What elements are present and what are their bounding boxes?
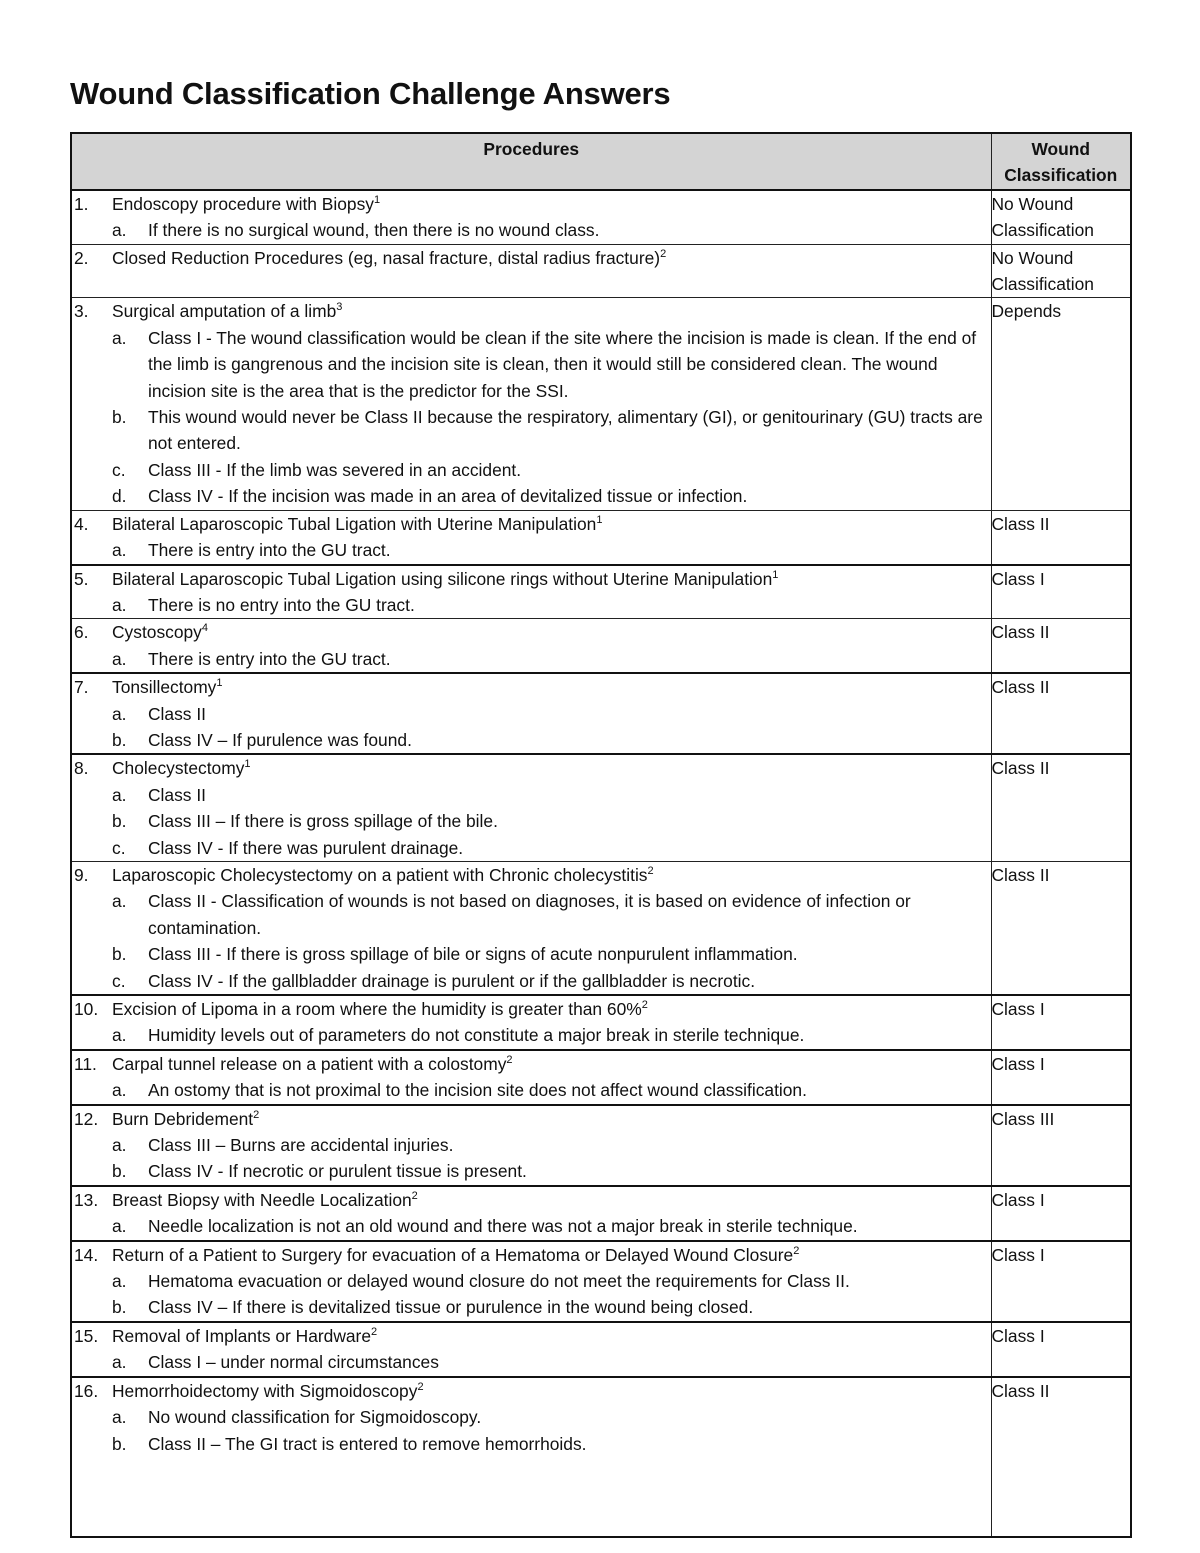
sub-item-letter: a. [112,891,127,912]
classification-value: Class I [991,568,1045,589]
procedure-title-wrap [112,1323,377,1349]
procedure-number: 12. [74,1108,99,1129]
sub-item-text: There is entry into the GU tract. [148,540,391,561]
sub-item [72,1294,991,1320]
procedure-cell [71,1105,991,1186]
procedure-line [72,1378,991,1404]
classification-cell [991,1050,1131,1105]
sub-item-text: Class IV - If necrotic or purulent tissue is present. [148,1161,527,1182]
reference-superscript: 2 [411,1190,418,1203]
procedure-number: 16. [74,1380,99,1401]
sub-item-text: Class II - Classification of wounds is not based on diagnoses, it is based on evidence of infection or contamination. [148,891,911,938]
reference-superscript: 2 [371,1326,378,1339]
procedure-number: 7. [74,677,89,698]
classification-cell [991,1105,1131,1186]
table-row [71,1377,1131,1537]
procedure-line [72,298,991,324]
table-row [71,510,1131,564]
sub-item [72,941,991,967]
reference-superscript: 2 [417,1380,424,1393]
sub-item [72,835,991,861]
procedure-cell [71,1241,991,1322]
procedure-title: Closed Reduction Procedures (eg, nasal fracture, distal radius fracture) [112,247,661,268]
sub-item-text: Hematoma evacuation or delayed wound closure do not meet the requirements for Class II. [148,1271,850,1292]
reference-superscript: 1 [244,758,251,771]
classification-cell [991,1241,1131,1322]
sub-item-letter: a. [112,540,127,561]
procedure-title: Excision of Lipoma in a room where the humidity is greater than 60% [112,999,642,1019]
procedure-number: 1. [74,193,89,214]
sub-item-letter: a. [112,327,127,348]
sub-item-text: Class I – under normal circumstances [148,1352,439,1373]
procedure-line [72,862,991,888]
procedure-number: 4. [74,513,89,534]
sub-item-letter: b. [112,811,127,832]
procedure-number: 2. [74,247,89,268]
wound-classification-table [70,132,1132,1538]
sub-item [72,1077,991,1103]
table-row [71,244,1131,298]
procedure-line [72,619,991,645]
sub-item-letter: c. [112,459,126,480]
procedure-cell [71,673,991,754]
procedure-cell [71,861,991,995]
reference-superscript: 2 [641,999,648,1012]
sub-item [72,782,991,808]
table-header-row [71,133,1131,190]
sub-item [72,1213,991,1239]
procedure-cell [71,1050,991,1105]
procedure-cell [71,565,991,619]
procedure-title-wrap [112,862,654,888]
table-row [71,1105,1131,1186]
procedure-cell [71,995,991,1050]
procedure-cell [71,1322,991,1377]
sub-item-letter: a. [112,1216,127,1237]
sub-item-text: Class II – The GI tract is entered to remove hemorrhoids. [148,1433,587,1454]
procedure-title: Endoscopy procedure with Biopsy [112,193,374,214]
table-row [71,1050,1131,1105]
sub-item [72,483,991,509]
sub-item [72,727,991,753]
sub-item-text: This wound would never be Class II because the respiratory, alimentary (GI), or genitourinary (GU) tracts are not entered. [148,407,983,454]
sub-item-text: Class III – Burns are accidental injuries. [148,1135,454,1156]
classification-cell [991,190,1131,244]
procedure-number: 9. [74,864,89,885]
classification-cell [991,1377,1131,1537]
procedure-title-wrap [112,191,380,217]
procedure-cell [71,244,991,298]
table-body [71,190,1131,1537]
sub-item-text: Class III - If there is gross spillage of bile or signs of acute nonpurulent inflammation. [148,944,798,965]
procedure-title: Laparoscopic Cholecystectomy on a patient with Chronic cholecystitis [112,864,648,885]
sub-item [72,1158,991,1184]
sub-item-letter: a. [112,1080,127,1101]
classification-cell [991,298,1131,510]
procedure-title-wrap [112,511,602,537]
procedure-number: 10. [74,999,99,1019]
reference-superscript: 3 [336,301,343,314]
procedure-title-wrap [112,996,648,1022]
classification-header: Wound Classification [991,133,1131,190]
sub-item [72,888,991,941]
sub-item [72,1404,991,1430]
table-row [71,995,1131,1050]
procedure-title: Burn Debridement [112,1108,254,1129]
classification-cell [991,565,1131,619]
sub-item [72,701,991,727]
procedure-number: 14. [74,1244,99,1265]
sub-item-text: Class IV - If the incision was made in an area of devitalized tissue or infection. [148,486,748,507]
procedure-line [72,674,991,700]
sub-item [72,404,991,457]
table-row [71,190,1131,244]
classification-value: Class I [991,1053,1045,1074]
procedure-cell [71,510,991,564]
procedure-title-wrap [112,1187,418,1213]
procedures-header: Procedures [71,133,991,190]
classification-cell [991,861,1131,995]
sub-item-text: Class II [148,784,206,805]
procedure-number: 3. [74,301,89,322]
sub-item-letter: a. [112,1025,127,1046]
reference-superscript: 2 [647,865,654,878]
sub-item [72,1022,991,1048]
procedure-cell [71,619,991,673]
table-row [71,619,1131,673]
procedure-title: Surgical amputation of a limb [112,301,337,322]
procedure-title-wrap [112,1051,513,1077]
sub-item-text: There is no entry into the GU tract. [148,594,415,615]
procedure-title: Tonsillectomy [112,677,217,698]
sub-item [72,325,991,404]
sub-item-letter: b. [112,944,127,965]
procedure-title: Cystoscopy [112,622,202,643]
procedure-title-wrap [112,619,208,645]
table-row [71,861,1131,995]
sub-item-text: Class IV - If the gallbladder drainage is purulent or if the gallbladder is necrotic. [148,970,756,991]
table-row [71,1322,1131,1377]
sub-item-letter: a. [112,703,127,724]
classification-value: No Wound Classification [991,193,1094,241]
procedure-line [72,1242,991,1268]
sub-item-letter: b. [112,1433,127,1454]
procedure-line [72,1106,991,1132]
sub-item-text: Class I - The wound classification would be clean if the site where the incision is made is clean. If the end of the limb is gangrenous and the incision site is clean, then it would still be considered clean. The wound incision site is the area that is the predictor for the SSI. [148,327,977,401]
classification-cell [991,673,1131,754]
reference-superscript: 2 [506,1054,513,1067]
procedure-number: 8. [74,758,89,779]
procedure-title-wrap [112,1106,259,1132]
procedure-title-wrap [112,298,342,324]
sub-item [72,1268,991,1294]
classification-value: Class II [991,622,1050,643]
classification-cell [991,510,1131,564]
procedure-line [72,511,991,537]
classification-value: Class II [991,677,1050,698]
sub-item-text: Class III - If the limb was severed in an accident. [148,459,522,480]
table-row [71,673,1131,754]
sub-item-letter: a. [112,220,127,241]
sub-item [72,808,991,834]
sub-item [72,217,991,243]
procedure-title-wrap [112,566,778,592]
procedure-title-wrap [112,1378,424,1404]
procedure-line [72,245,991,271]
reference-superscript: 1 [373,194,381,207]
sub-item-letter: b. [112,407,127,428]
sub-item [72,1349,991,1375]
procedure-line [72,566,991,592]
classification-value: Class I [991,1189,1045,1210]
table-row [71,754,1131,861]
classification-value: No Wound Classification [991,247,1094,295]
sub-item-text: Class IV – If purulence was found. [148,729,412,750]
sub-item [72,968,991,994]
procedure-title-wrap [112,674,223,700]
reference-superscript: 1 [216,677,223,690]
procedure-title-wrap [112,755,251,781]
reference-superscript: 1 [596,513,603,526]
procedure-title: Removal of Implants or Hardware [112,1325,372,1346]
procedure-line [72,1323,991,1349]
classification-value: Class I [991,1244,1045,1265]
classification-value: Depends [991,301,1062,322]
table-row [71,565,1131,619]
procedure-number: 15. [74,1325,99,1346]
classification-value: Class II [991,758,1050,779]
procedure-number: 11. [74,1053,97,1074]
sub-item [72,537,991,563]
procedure-cell [71,190,991,244]
procedure-title: Breast Biopsy with Needle Localization [112,1189,412,1210]
procedure-title: Cholecystectomy [112,758,245,779]
sub-item-letter: a. [112,594,127,615]
procedure-title: Carpal tunnel release on a patient with a colostomy [112,1053,507,1074]
procedure-number: 5. [74,568,89,589]
classification-value: Class III [991,1108,1055,1129]
classification-value: Class I [991,1325,1045,1346]
table-row [71,1241,1131,1322]
sub-item-letter: b. [112,729,127,750]
procedure-title-wrap [112,245,666,271]
sub-item-letter: b. [112,1161,127,1182]
classification-cell [991,619,1131,673]
sub-item-letter: d. [112,486,127,507]
sub-item-letter: a. [112,1407,127,1428]
classification-cell [991,1186,1131,1241]
procedure-cell [71,298,991,510]
sub-item-text: Class III – If there is gross spillage of the bile. [148,811,498,832]
procedure-title: Bilateral Laparoscopic Tubal Ligation using silicone rings without Uterine Manipulation [112,568,773,589]
procedure-line [72,191,991,217]
sub-item-letter: a. [112,784,127,805]
classification-cell [991,995,1131,1050]
classification-value: Class II [991,1380,1050,1401]
procedure-number: 6. [74,622,89,643]
sub-item-letter: b. [112,1297,127,1318]
reference-superscript: 2 [660,247,667,260]
sub-item [72,592,991,618]
sub-item-letter: a. [112,1271,127,1292]
sub-item-letter: c. [112,970,126,991]
procedure-line [72,755,991,781]
reference-superscript: 2 [253,1108,260,1121]
procedure-line [72,996,991,1022]
classification-cell [991,1322,1131,1377]
reference-superscript: 4 [201,622,209,635]
sub-item-text: Class IV – If there is devitalized tissue or purulence in the wound being closed. [148,1297,754,1318]
sub-item-letter: a. [112,648,127,669]
classification-value: Class II [991,513,1050,534]
sub-item-text: If there is no surgical wound, then there is no wound class. [148,220,600,241]
classification-cell [991,754,1131,861]
procedure-cell [71,754,991,861]
sub-item [72,1431,991,1457]
sub-item-text: Class IV - If there was purulent drainage. [148,837,464,858]
sub-item-letter: a. [112,1135,127,1156]
reference-superscript: 2 [793,1244,800,1257]
sub-item-letter: c. [112,837,126,858]
sub-item-text: There is entry into the GU tract. [148,648,391,669]
page-title: Wound Classification Challenge Answers [70,76,671,111]
procedure-number: 13. [74,1189,99,1210]
procedure-cell [71,1186,991,1241]
classification-value: Class II [991,864,1050,885]
sub-item-text: An ostomy that is not proximal to the incision site does not affect wound classification. [148,1080,807,1101]
procedure-title: Hemorrhoidectomy with Sigmoidoscopy [112,1380,418,1401]
procedure-line [72,1051,991,1077]
sub-item-text: No wound classification for Sigmoidoscopy. [148,1407,482,1428]
procedure-title: Return of a Patient to Surgery for evacuation of a Hematoma or Delayed Wound Closure [112,1244,794,1265]
table-row [71,1186,1131,1241]
sub-item [72,1132,991,1158]
classification-cell [991,244,1131,298]
sub-item-text: Class II [148,703,206,724]
procedure-title: Bilateral Laparoscopic Tubal Ligation with Uterine Manipulation [112,513,597,534]
table-row [71,298,1131,510]
procedure-title-wrap [112,1242,799,1268]
sub-item [72,457,991,483]
procedure-cell [71,1377,991,1537]
sub-item-letter: a. [112,1352,127,1373]
procedure-line [72,1187,991,1213]
sub-item [72,646,991,672]
reference-superscript: 1 [772,568,779,581]
sub-item-text: Humidity levels out of parameters do not constitute a major break in sterile technique. [148,1025,805,1046]
classification-value: Class I [991,999,1045,1019]
sub-item-text: Needle localization is not an old wound and there was not a major break in sterile technique. [148,1216,858,1237]
